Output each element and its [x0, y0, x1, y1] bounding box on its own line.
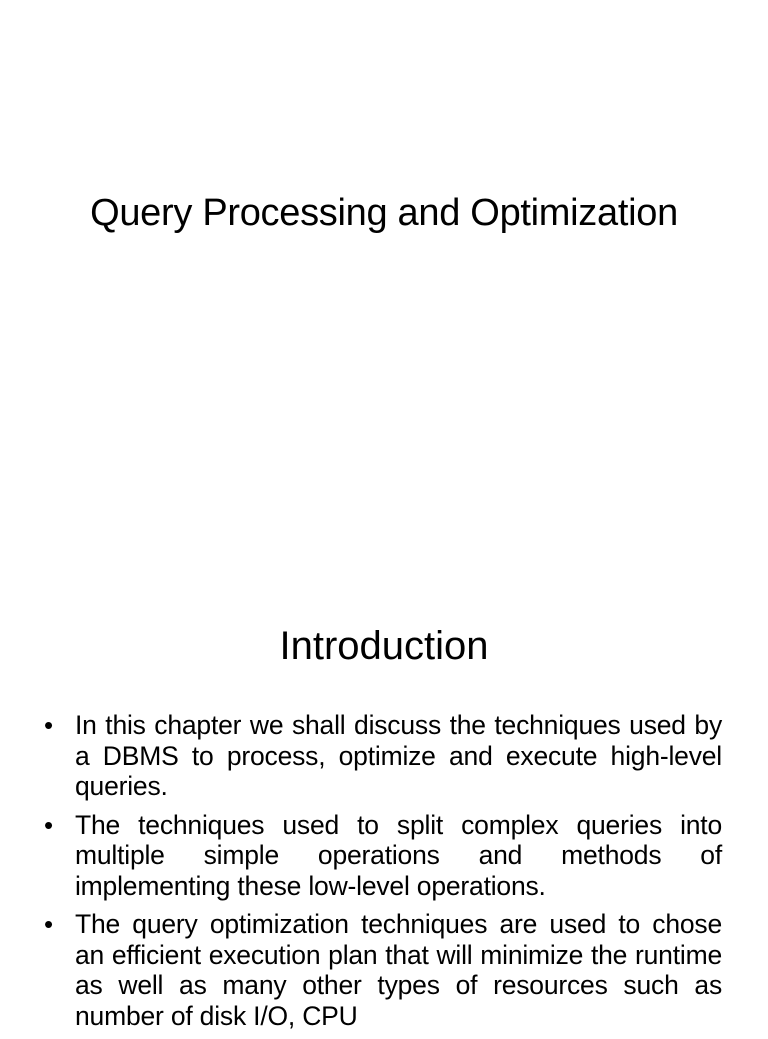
bullet-icon: • [44, 909, 53, 939]
slide-title: Query Processing and Optimization [90, 192, 678, 234]
bullet-text: In this chapter we shall discuss the techniques used by a DBMS to process, optimize and execute high-level queries. [75, 710, 722, 801]
introduction-slide [0, 560, 768, 1031]
list-item [44, 710, 722, 802]
bullet-icon: • [44, 809, 53, 840]
bullet-text: The query optimization techniques are used to chose an efficient execution plan that will minimize the runtime as well as many other types of resources such as number of disk I/O, CPU [75, 909, 722, 1031]
list-item [44, 909, 722, 1031]
bullet-list [44, 710, 722, 1039]
bullet-icon: • [44, 710, 53, 740]
list-item [44, 810, 722, 902]
slide-heading: Introduction [279, 624, 489, 668]
bullet-text: The techniques used to split complex queries into multiple simple operations and methods of implementing these low-level operations. [75, 809, 722, 901]
